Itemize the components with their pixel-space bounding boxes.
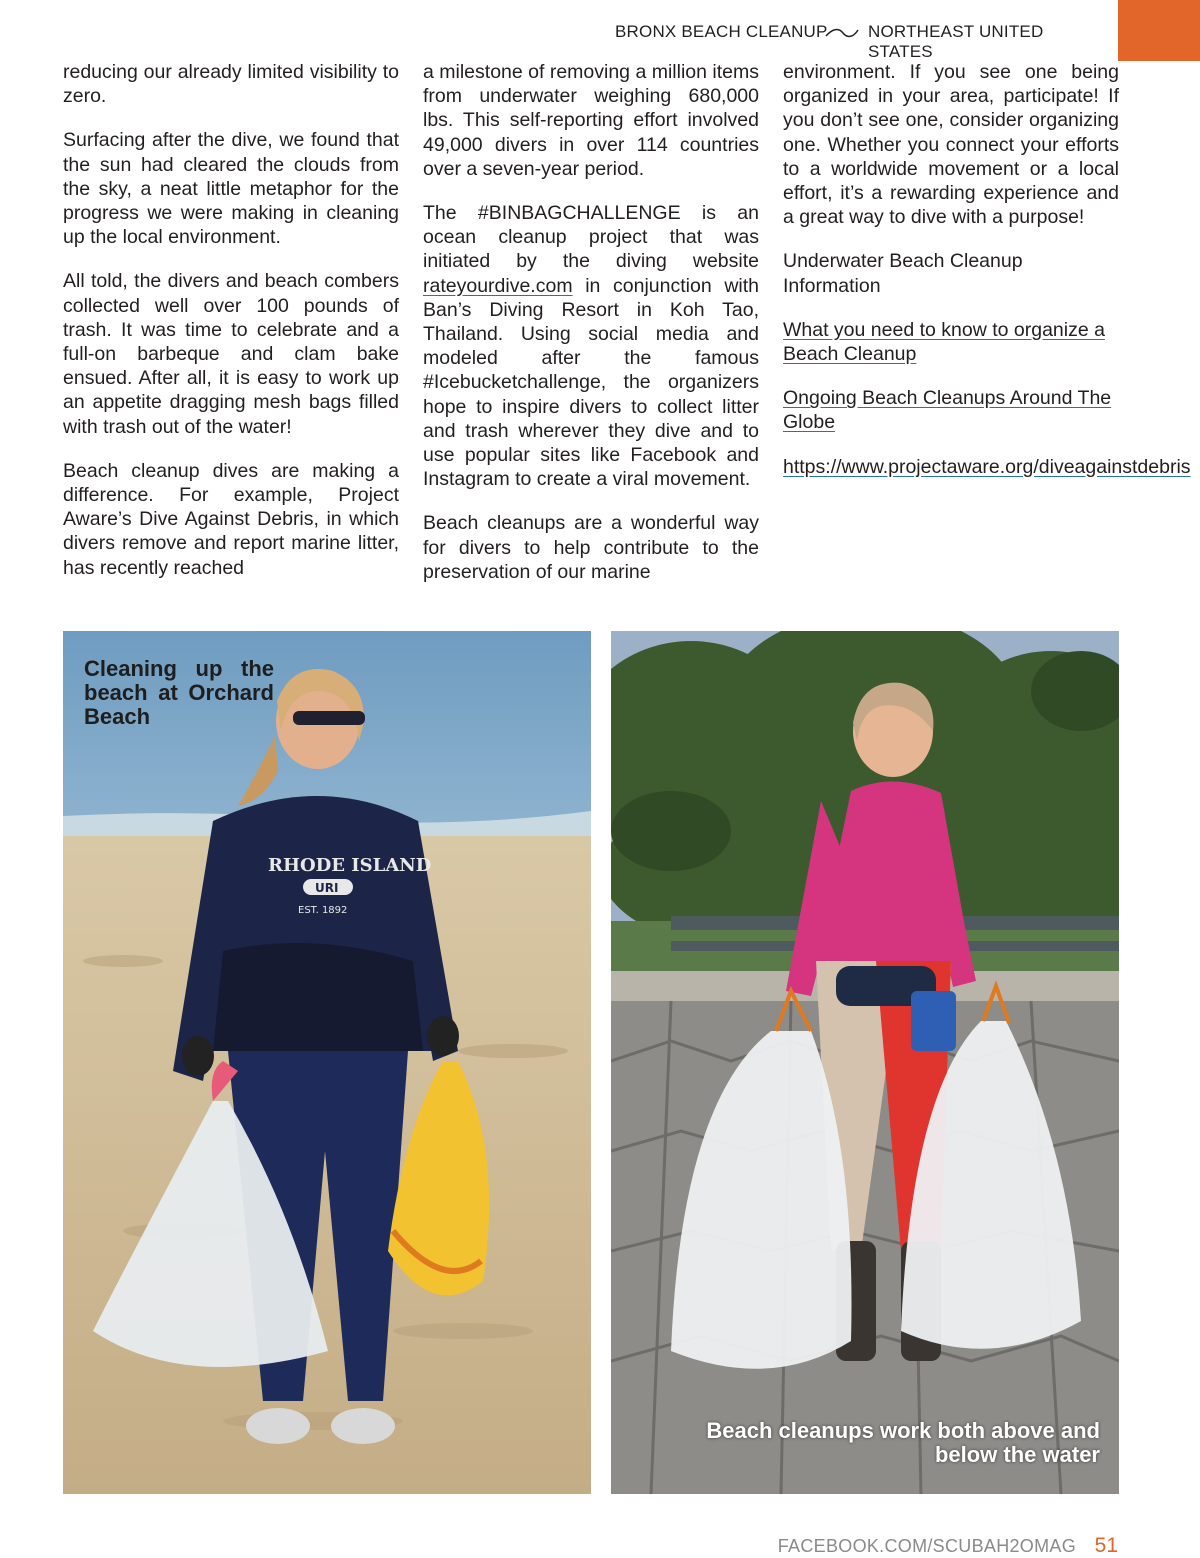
article-column-3 (783, 60, 1191, 499)
info-heading: Underwater Beach Cleanup Information (783, 250, 1023, 297)
park-photo (611, 631, 1119, 1494)
running-header (560, 20, 1105, 61)
swoosh-icon (825, 26, 859, 40)
beach-photo (63, 631, 591, 1494)
paragraph: All told, the divers and beach combers collected well over 100 pounds of trash. It was time to celebrate and a full-on barbeque and clam bake ensued. After all, it is easy to work up an appetite dragging mesh bags filled with trash out of the water! (63, 270, 399, 438)
park-photo-illustration (611, 631, 1119, 1494)
paragraph (423, 201, 759, 491)
paragraph: environment. If you see one being organized in your area, participate! If you don’t see one, consider organizing one. Whether you connect your efforts to a worldwide movement or a local effort, it’s a rewarding experience and a great way to dive with a purpose! (783, 61, 1119, 229)
section-title: BRONX BEACH CLEANUP (615, 22, 828, 41)
ongoing-cleanups-link[interactable]: Ongoing Beach Cleanups Around The Globe (783, 387, 1112, 434)
photo-caption-beach: Cleaning up the beach at Orchard Beach (84, 656, 274, 729)
article-column-2 (423, 60, 759, 604)
paragraph-text: The #BINBAGCHALLENGE is an ocean cleanup project that was initiated by the diving website (423, 202, 759, 273)
rateyourdive-link[interactable]: rateyourdive.com (423, 274, 573, 297)
projectaware-link[interactable]: https://www.projectaware.org/diveagainstdebris (783, 455, 1191, 478)
accent-tab (1118, 0, 1200, 61)
article-column-1 (63, 60, 399, 600)
region-title: NORTHEAST UNITED STATES (868, 22, 1044, 61)
page-footer (760, 1536, 1120, 1558)
organize-cleanup-link[interactable]: What you need to know to organize a Beach Cleanup (783, 318, 1105, 366)
beach-photo-illustration (63, 631, 591, 1494)
shirt-badge: URI (315, 881, 339, 895)
paragraph: reducing our already limited visibility to zero. (63, 61, 399, 108)
paragraph: Surfacing after the dive, we found that the sun had cleared the clouds from the sky, a neat little metaphor for the progress we were making in cleaning up the local environment. (63, 129, 399, 249)
photo-caption-park: Beach cleanups work both above and below the water (706, 1418, 1100, 1467)
shirt-text: RHODE ISLAND (268, 855, 432, 876)
shirt-est: EST. 1892 (298, 905, 348, 916)
paragraph: a milestone of removing a million items from underwater weighing 680,000 lbs. This self-reporting effort involved 49,000 divers in over 114 countries over a seven-year period. (423, 61, 759, 180)
footer-site: FACEBOOK.COM/SCUBAH2OMAG (777, 1536, 1076, 1556)
paragraph-text: in conjunction with Ban’s Diving Resort in Koh Tao, Thailand. Using social media and modeled after the famous #Icebucketchallenge, the organizers hope to inspire divers to collect litter and trash wherever they dive and to use popular sites like Facebook and Instagram to create a viral movement. (423, 274, 759, 491)
paragraph: Beach cleanup dives are making a difference. For example, Project Aware’s Dive Against Debris, in which divers remove and report marine litter, has recently reached (63, 459, 399, 579)
paragraph: Beach cleanups are a wonderful way for divers to help contribute to the preservation of our marine (423, 512, 759, 583)
page-number: 51 (1094, 1534, 1118, 1557)
